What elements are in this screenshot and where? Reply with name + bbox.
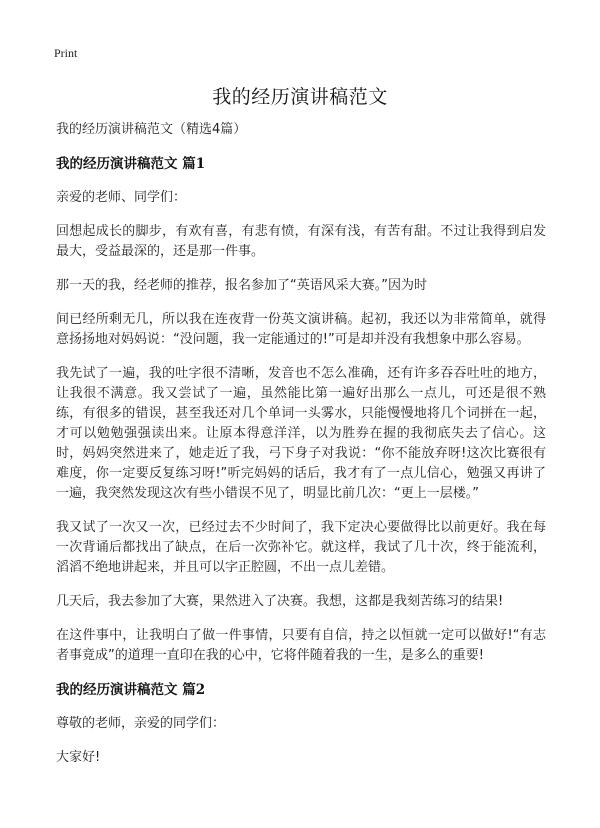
paragraph: 回想起成长的脚步，有欢有喜，有悲有愤，有深有浅，有苦有甜。不过让我得到启发最大，受益最深的，还是那一件事。 xyxy=(56,224,546,259)
paragraph: 在这件事中，让我明白了做一件事情，只要有自信，持之以恒就一定可以做好!“有志者事竟成”的道理一直印在我的心中，它将伴随着我的一生，是多么的重要! xyxy=(56,628,546,663)
paragraph: 那一天的我，经老师的推荐，报名参加了“英语风采大赛。”因为时 xyxy=(56,278,427,293)
paragraph: 亲爱的老师、同学们： xyxy=(56,190,187,205)
paragraph: 间已经所剩无几，所以我在连夜背一份英文演讲稿。起初，我还以为非常简单，就得意扬扬地对妈妈说：“没问题，我一定能通过的!”可是却并没有我想象中那么容易。 xyxy=(56,312,546,347)
paragraph: 大家好! xyxy=(56,750,101,765)
document-subtitle: 我的经历演讲稿范文（精选4篇） xyxy=(56,122,247,137)
page-title: 我的经历演讲稿范文 xyxy=(212,86,388,108)
paragraph: 我又试了一次又一次，已经过去不少时间了，我下定决心要做得比以前更好。我在每一次背诵后都找出了缺点，在后一次弥补它。就这样，我试了几十次，终于能流利，滔滔不绝地讲起来，并且可以字正腔圆，不出一点儿差错。 xyxy=(56,520,546,575)
section-heading: 我的经历演讲稿范文 篇1 xyxy=(56,156,206,172)
paragraph: 我先试了一遍，我的吐字很不清晰，发音也不怎么准确，还有许多吞吞吐吐的地方，让我很不满意。我又尝试了一遍，虽然能比第一遍好出那么一点儿，可还是很不熟练，有很多的错误，甚至我还对几个单词一头雾水，只能慢慢地将几个词拼在一起，才可以勉勉强强读出来。让原本得意洋洋，以为胜券在握的我彻底失去了信心。这时，妈妈突然进来了，她走近了我，弓下身子对我说：“你不能放弃呀!这次比赛很有难度，你一定要反复练习呀!”听完妈妈的话后，我才有了一点儿信心，勉强又再讲了一遍，我突然发现这次有些小错误不见了，明显比前几次：“更上一层楼。” xyxy=(56,366,546,501)
paragraph: 几天后，我去参加了大赛，果然进入了决赛。我想，这都是我刻苦练习的结果! xyxy=(56,594,504,609)
paragraph: 尊敬的老师，亲爱的同学们： xyxy=(56,716,226,731)
section-heading: 我的经历演讲稿范文 篇2 xyxy=(56,682,206,698)
document-body xyxy=(56,120,546,782)
print-label: Print xyxy=(54,46,78,60)
